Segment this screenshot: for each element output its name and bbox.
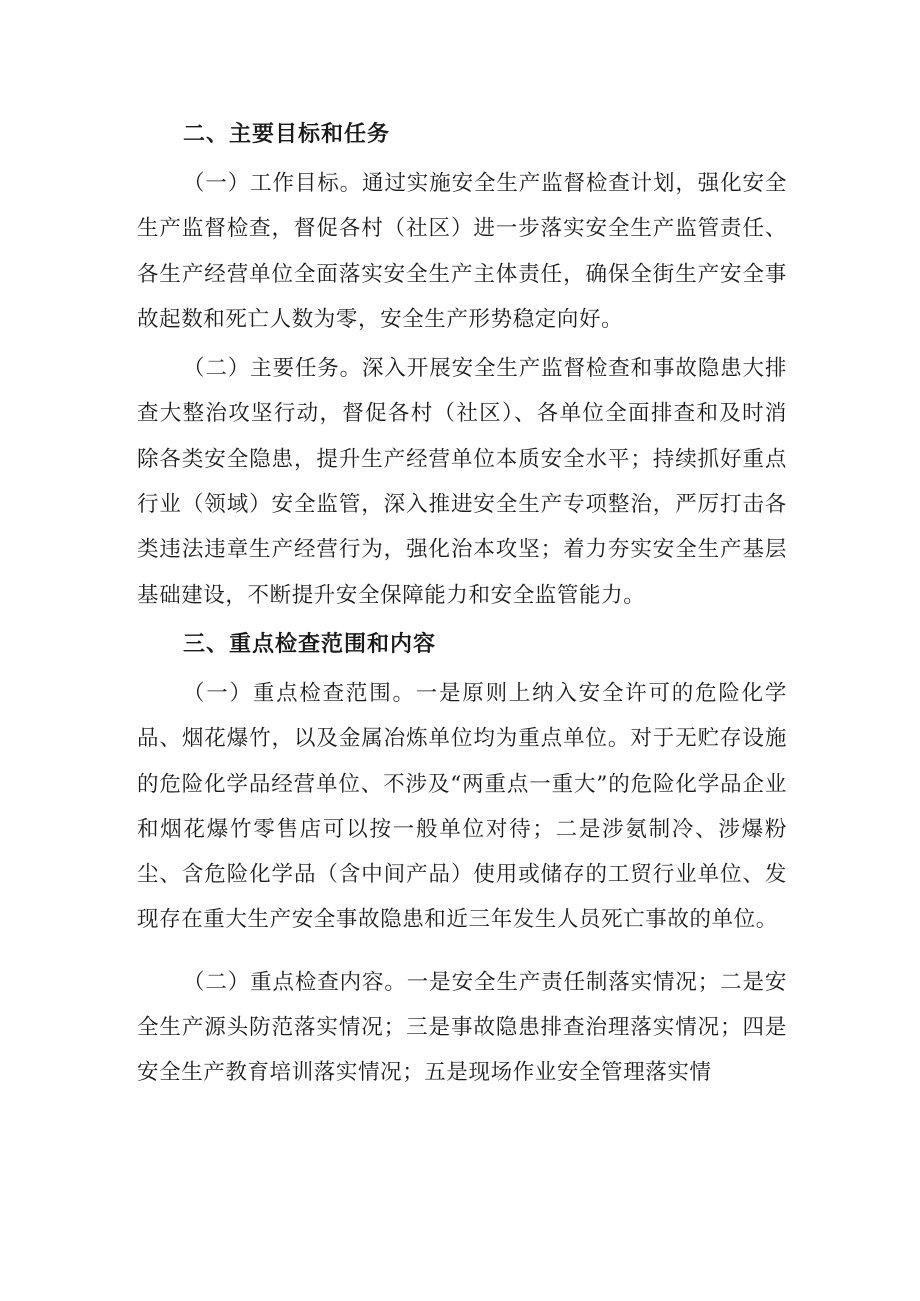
document-body xyxy=(137,112,787,1096)
section-heading-scope: 三、重点检查范围和内容 xyxy=(183,631,437,657)
paragraph-work-goal: （一）工作目标。通过实施安全生产监督检查计划，强化安全生产监督检查，督促各村（社区）进一步落实安全生产监管责任、各生产经营单位全面落实安全生产主体责任，确保全街生产安全事故起数和死亡人数为零，安全生产形势稳定向好。 xyxy=(137,171,787,332)
paragraph-inspection-content: （二）重点检查内容。一是安全生产责任制落实情况；二是安全生产源头防范落实情况；三是事故隐患排查治理落实情况；四是安全生产教育培训落实情况；五是现场作业安全管理落实情 xyxy=(137,969,787,1086)
paragraph-inspection-scope: （一）重点检查范围。一是原则上纳入安全许可的危险化学品、烟花爆竹，以及金属冶炼单位均为重点单位。对于无贮存设施的危险化学品经营单位、不涉及“两重点一重大”的危险化学品企业和烟花爆竹零售店可以按一般单位对待；二是涉氨制冷、涉爆粉尘、含危险化学品（含中间产品）使用或储存的工贸行业单位、发现存在重大生产安全事故隐患和近三年发生人员死亡事故的单位。 xyxy=(137,680,787,933)
section-heading-goals: 二、主要目标和任务 xyxy=(183,122,391,147)
spacer xyxy=(137,943,787,960)
paragraph-main-tasks: （二）主要任务。深入开展安全生产监督检查和事故隐患大排查大整治攻坚行动，督促各村（社区）、各单位全面排查和及时消除各类安全隐患，提升生产经营单位本质安全水平；持续抓好重点行业（领域）安全监管，深入推进安全生产专项整治，严厉打击各类违法违章生产经营行为，强化治本攻坚；着力夯实安全生产基层基础建设，不断提升安全保障能力和安全监管能力。 xyxy=(137,356,787,608)
